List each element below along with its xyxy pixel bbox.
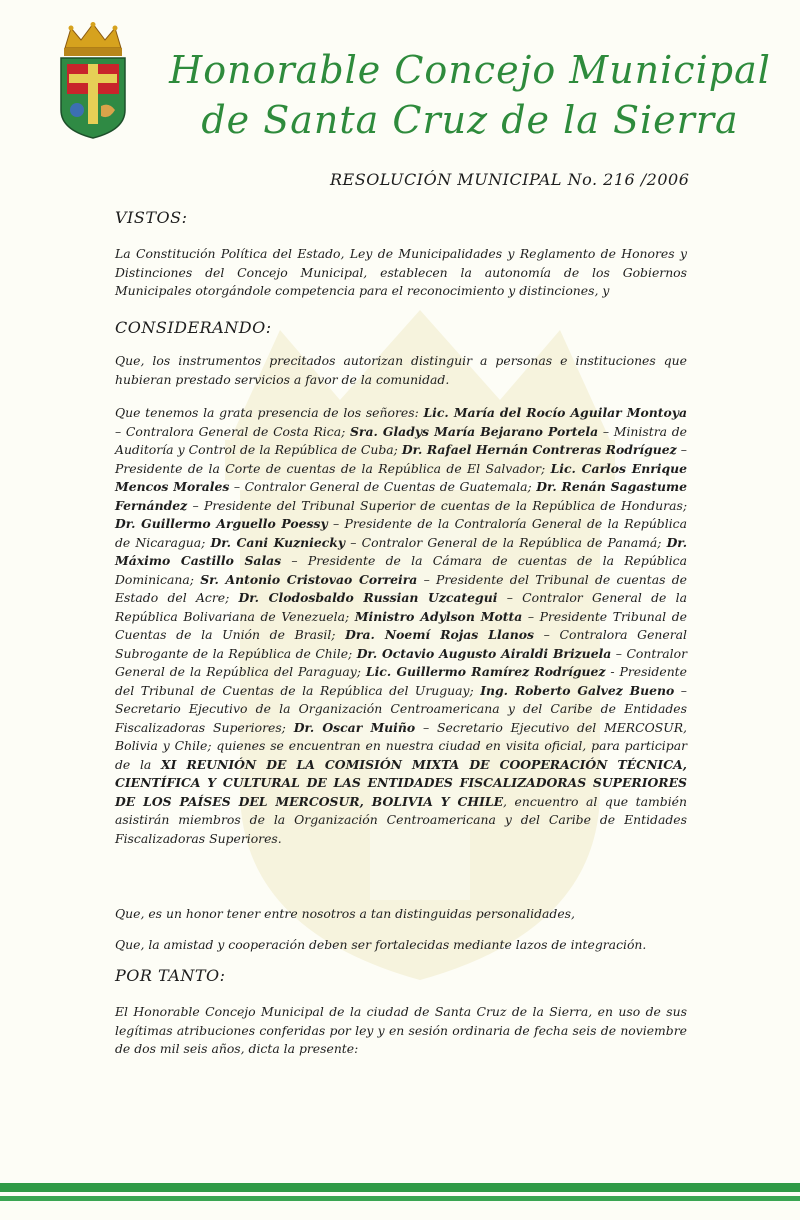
bold-name-segment: Ing. Roberto Galvez Bueno — [480, 682, 675, 698]
bold-name-segment: Dr. Oscar Muiño — [293, 719, 416, 735]
text-segment: Que tenemos la grata presencia de los señores: — [115, 405, 424, 420]
text-segment: – Contralora General de Costa Rica; — [115, 423, 350, 439]
text-segment: – Secretario Ejecutivo de la Organización Centroamericana y del Caribe de Entidades Fiscalizadoras Superiores; — [115, 682, 687, 735]
portanto-heading: POR TANTO: — [115, 966, 226, 985]
text-segment: – Contralor General de la República del Paraguay; — [115, 645, 687, 679]
considerando-heading: CONSIDERANDO: — [115, 318, 272, 337]
bold-name-segment: Sra. Gladys María Bejarano Portela — [349, 423, 599, 439]
bold-name-segment: Lic. María del Rocío Aguilar Montoya — [423, 405, 687, 420]
bold-name-segment: Dr. Rafael Hernán Contreras Rodríguez — [401, 442, 677, 457]
municipal-crest-icon — [57, 22, 129, 140]
amistad-paragraph: Que, la amistad y cooperación deben ser fortalecidas mediante lazos de integración. — [115, 937, 647, 952]
text-segment: – Contralor General de la República de Panamá; — [345, 534, 667, 550]
presence-paragraph — [115, 404, 687, 848]
portanto-paragraph: El Honorable Concejo Municipal de la ciudad de Santa Cruz de la Sierra, en uso de sus legítimas atribuciones conferidas por ley y en sesión ordinaria de fecha seis de noviembre de dos mil seis años, dicta la presente: — [115, 1004, 687, 1056]
bold-name-segment: Dr. Clodosbaldo Russian Uzcategui — [238, 590, 498, 605]
bold-name-segment: XI REUNIÓN DE LA COMISIÓN MIXTA DE COOPERACIÓN TÉCNICA, CIENTÍFICA Y CULTURAL DE LAS ENTIDADES FISCALIZADORAS SUPERIORES DE LOS PAÍSES DEL MERCOSUR, BOLIVIA Y CHILE — [115, 756, 687, 809]
honor-paragraph: Que, es un honor tener entre nosotros a tan distinguidas personalidades, — [115, 906, 575, 921]
bold-name-segment: Lic. Carlos Enrique Mencos Morales — [115, 460, 688, 494]
vistos-heading: VISTOS: — [115, 208, 188, 227]
vistos-paragraph: La Constitución Política del Estado, Ley de Municipalidades y Reglamento de Honores y Distinciones del Concejo Municipal, establecen la autonomía de los Gobiernos Municipales otorgándole competencia para el reconocimiento y distinciones, y — [115, 246, 687, 298]
text-segment: – Secretario Ejecutivo del MERCOSUR, Bolivia y Chile; quienes se encuentran en nuestra ciudad en visita oficial, para participar de la — [115, 719, 687, 772]
bold-name-segment: Lic. Guillermo Ramírez Rodríguez — [365, 664, 606, 679]
text-segment: - Presidente del Tribunal de Cuentas de la República del Uruguay; — [115, 664, 687, 698]
footer-bar-bottom — [0, 1196, 800, 1201]
bold-name-segment: Dr. Guillermo Arguello Poessy — [115, 516, 328, 531]
text-segment: – Ministra de Auditoría y Control de la República de Cuba; — [115, 423, 687, 457]
bold-name-segment: Ministro Adylson Motta — [354, 608, 523, 624]
bold-name-segment: Dra. Noemí Rojas Llanos — [345, 627, 534, 642]
text-segment: – Presidente del Tribunal de cuentas de Estado del Acre; — [115, 571, 688, 605]
bold-name-segment: Sr. Antonio Cristovao Correira — [200, 571, 418, 587]
bold-name-segment: Dr. Máximo Castillo Salas — [115, 534, 688, 568]
bold-name-segment: Dr. Renán Sagastume Fernández — [115, 479, 687, 513]
resolution-number: RESOLUCIÓN MUNICIPAL No. 216 /2006 — [330, 170, 690, 189]
text-segment: , encuentro al que también asistirán miembros de la Organización Centroamericana y del Caribe de Entidades Fiscalizadoras Superiores. — [115, 793, 687, 846]
text-segment: – Presidente de la Contraloría General de la República de Nicaragua; — [115, 516, 687, 550]
text-segment: – Presidente de la Cámara de cuentas de la República Dominicana; — [115, 553, 687, 587]
text-segment: – Contralor General de la República Bolivariana de Venezuela; — [115, 590, 687, 624]
footer-bar-top — [0, 1183, 800, 1192]
text-segment: – Contralora General Subrogante de la República de Chile; — [115, 627, 687, 661]
bold-name-segment: Dr. Cani Kuzniecky — [210, 534, 346, 550]
council-title-line1: Honorable Concejo Municipal — [169, 48, 771, 92]
text-segment: – Contralor General de Cuentas de Guatemala; — [229, 479, 537, 494]
text-segment: – Presidente Tribunal de Cuentas de la Unión de Brasil; — [115, 608, 687, 642]
text-segment: – Presidente de la Corte de cuentas de la República de El Salvador; — [115, 442, 687, 476]
council-title-line2: de Santa Cruz de la Sierra — [201, 98, 739, 142]
bold-name-segment: Dr. Octavio Augusto Airaldi Brizuela — [356, 645, 612, 661]
considerando-paragraph: Que, los instrumentos precitados autorizan distinguir a personas e instituciones que hubieran prestado servicios a favor de la comunidad. — [115, 353, 687, 387]
text-segment: – Presidente del Tribunal Superior de cuentas de la República de Honduras; — [187, 497, 687, 513]
